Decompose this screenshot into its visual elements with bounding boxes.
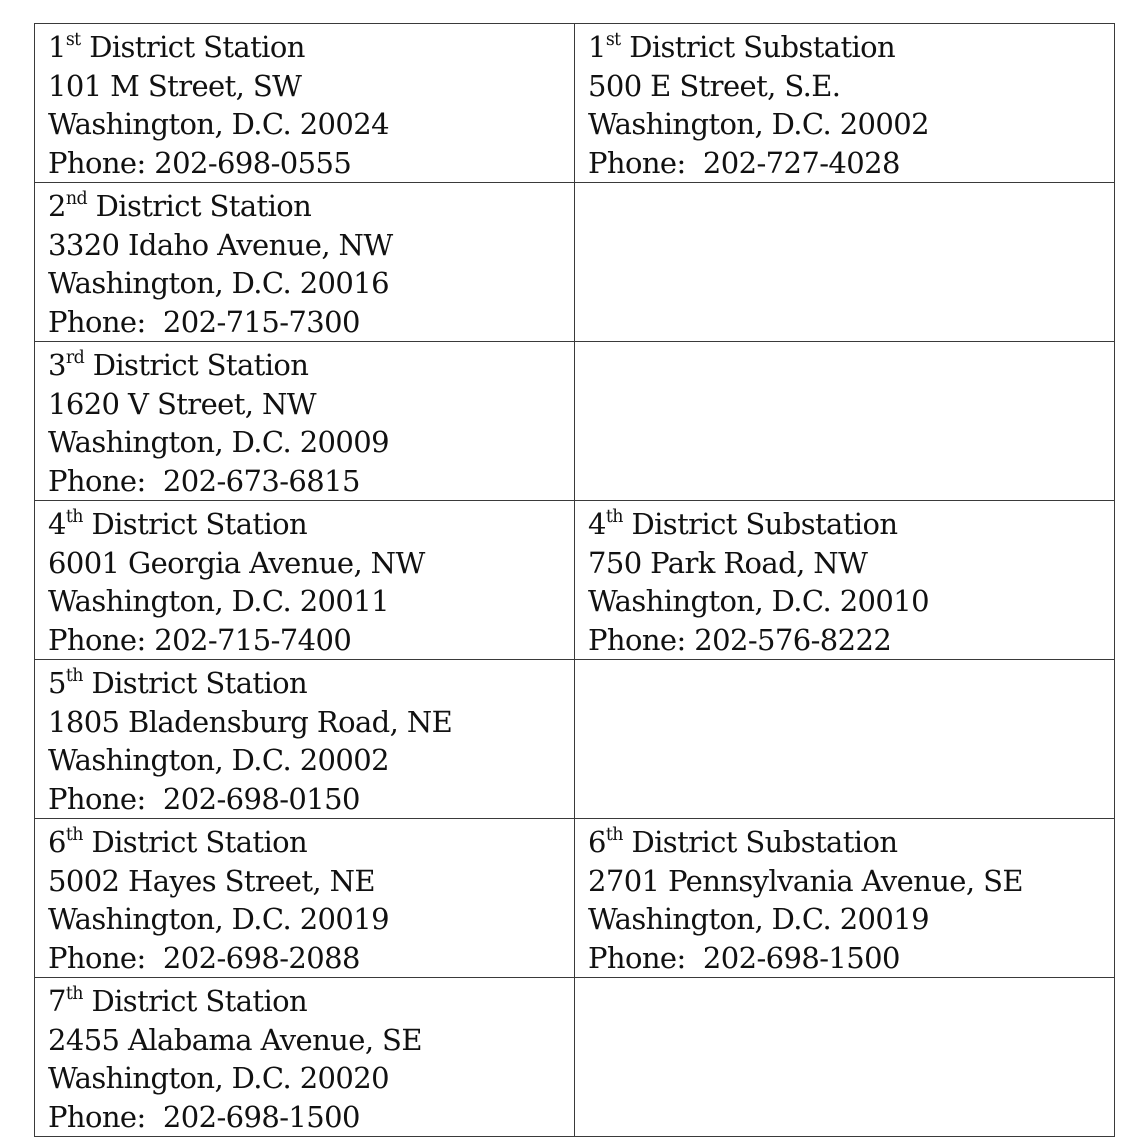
substation-street: 2701 Pennsylvania Avenue, SE (588, 863, 1023, 898)
station-phone: Phone: 202-698-0150 (48, 781, 360, 816)
substation-title: 6th District Substation (588, 825, 898, 859)
station-title: 6th District Station (48, 825, 308, 859)
station-street: 1805 Bladensburg Road, NE (48, 704, 453, 739)
station-street: 101 M Street, SW (48, 68, 302, 103)
empty-cell (575, 978, 1115, 1137)
station-title: 7th District Station (48, 984, 308, 1018)
substation-cell (575, 24, 1115, 183)
station-phone: Phone: 202-673-6815 (48, 463, 360, 498)
table-row (35, 819, 1115, 978)
station-phone: Phone: 202-698-1500 (48, 1099, 360, 1134)
station-city: Washington, D.C. 20011 (48, 584, 389, 618)
station-cell (35, 24, 575, 183)
station-street: 2455 Alabama Avenue, SE (48, 1022, 422, 1057)
substation-city: Washington, D.C. 20010 (588, 584, 929, 618)
station-city: Washington, D.C. 20024 (48, 107, 389, 141)
station-street: 5002 Hayes Street, NE (48, 863, 375, 898)
station-city: Washington, D.C. 20019 (48, 902, 389, 936)
substation-street: 750 Park Road, NW (588, 545, 868, 580)
substation-phone: Phone: 202-698-1500 (588, 940, 900, 975)
table-row (35, 660, 1115, 819)
station-city: Washington, D.C. 20009 (48, 425, 389, 459)
table-row (35, 183, 1115, 342)
station-phone: Phone: 202-715-7400 (48, 622, 352, 657)
table-body (35, 24, 1115, 1137)
table-row (35, 24, 1115, 183)
station-city: Washington, D.C. 20020 (48, 1061, 389, 1095)
station-cell (35, 819, 575, 978)
station-city: Washington, D.C. 20016 (48, 266, 389, 300)
station-cell (35, 978, 575, 1137)
substation-city: Washington, D.C. 20019 (588, 902, 929, 936)
station-title: 2nd District Station (48, 189, 312, 223)
station-street: 1620 V Street, NW (48, 386, 316, 421)
substation-cell (575, 819, 1115, 978)
district-stations-table (34, 23, 1115, 1137)
substation-phone: Phone: 202-576-8222 (588, 622, 892, 657)
station-title: 4th District Station (48, 507, 308, 541)
table-row (35, 978, 1115, 1137)
empty-cell (575, 660, 1115, 819)
station-title: 1st District Station (48, 30, 305, 64)
substation-street: 500 E Street, S.E. (588, 68, 841, 103)
station-street: 3320 Idaho Avenue, NW (48, 227, 393, 262)
substation-title: 1st District Substation (588, 30, 896, 64)
table-row (35, 501, 1115, 660)
station-phone: Phone: 202-698-0555 (48, 145, 352, 180)
station-city: Washington, D.C. 20002 (48, 743, 389, 777)
station-cell (35, 501, 575, 660)
station-title: 5th District Station (48, 666, 308, 700)
station-title: 3rd District Station (48, 348, 309, 382)
empty-cell (575, 342, 1115, 501)
station-street: 6001 Georgia Avenue, NW (48, 545, 425, 580)
substation-city: Washington, D.C. 20002 (588, 107, 929, 141)
substation-title: 4th District Substation (588, 507, 898, 541)
station-cell (35, 342, 575, 501)
substation-phone: Phone: 202-727-4028 (588, 145, 900, 180)
station-cell (35, 183, 575, 342)
empty-cell (575, 183, 1115, 342)
substation-cell (575, 501, 1115, 660)
station-cell (35, 660, 575, 819)
table-row (35, 342, 1115, 501)
station-phone: Phone: 202-715-7300 (48, 304, 360, 339)
station-phone: Phone: 202-698-2088 (48, 940, 360, 975)
